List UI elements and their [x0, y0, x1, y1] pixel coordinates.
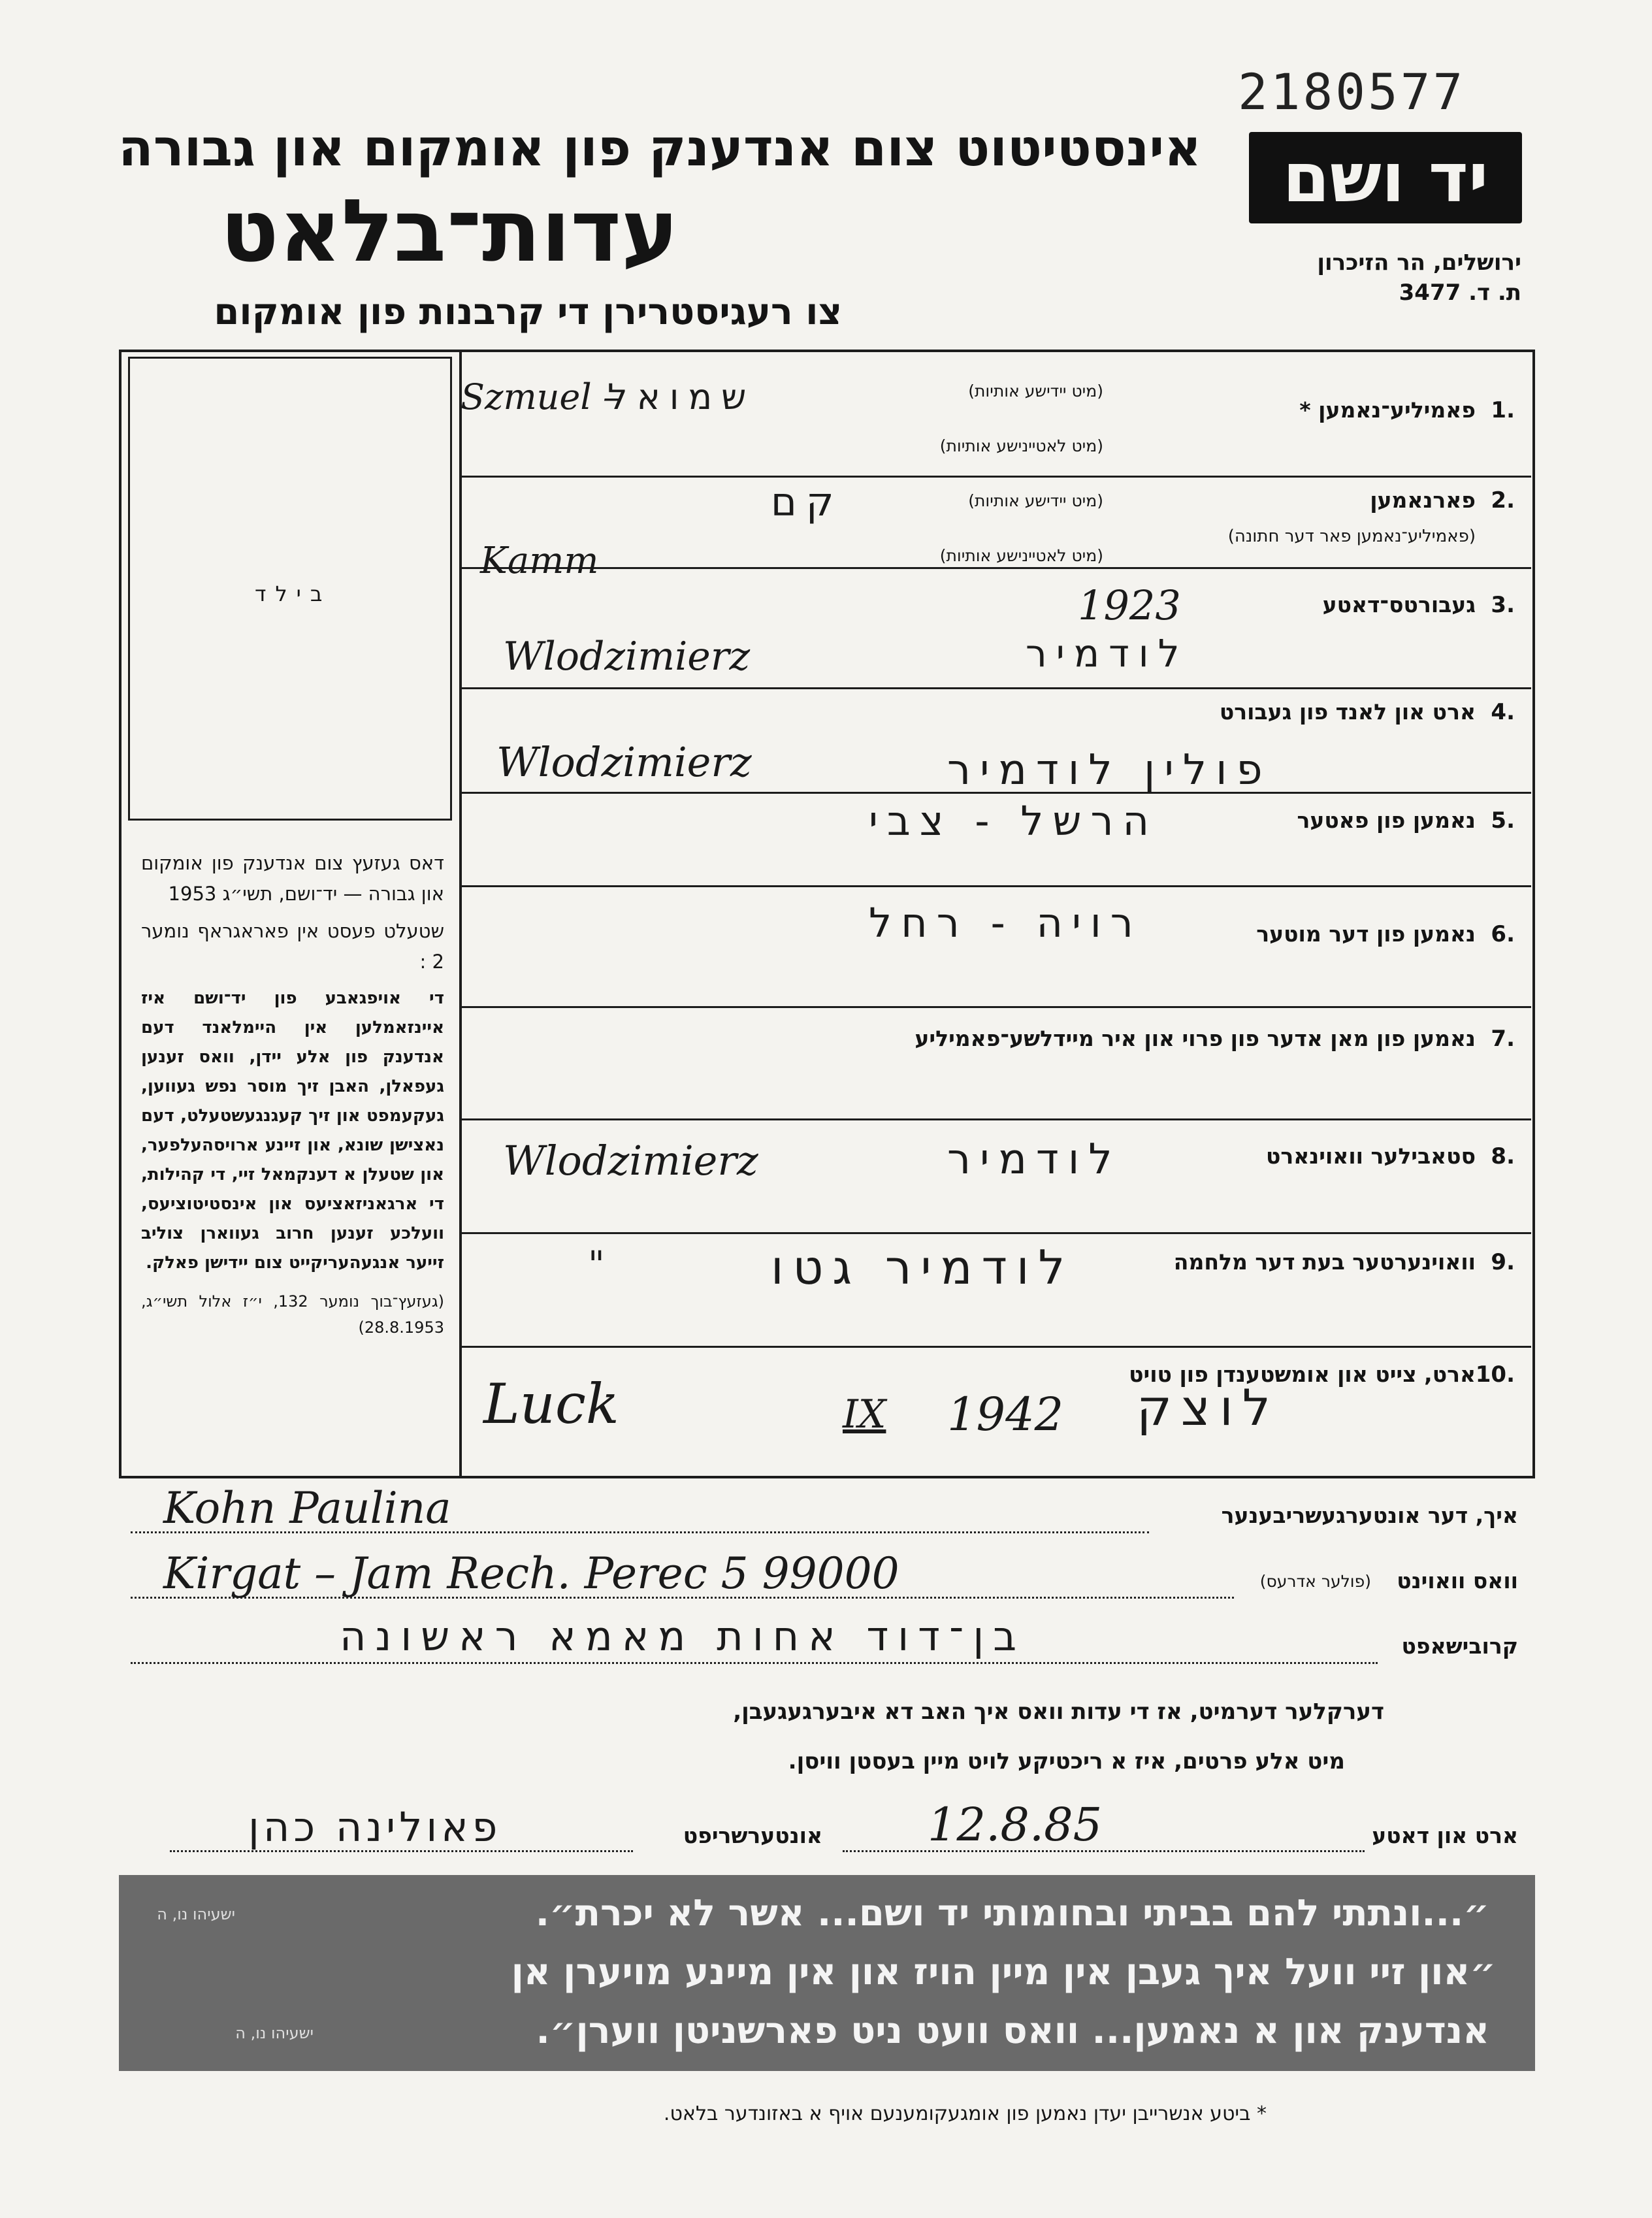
field-10-hand-yiddish: לוצק — [1137, 1378, 1280, 1437]
field-6-label: נאמען פון דער מוטער — [1256, 921, 1476, 947]
field-8-hand-yiddish: לודמיר — [947, 1135, 1122, 1184]
logo-text: יד ושם — [1282, 138, 1489, 218]
field-4-hand-latin: Wlodzimierz — [496, 738, 752, 786]
form-subtitle: צו רעגיסטרירן די קרבנות פון אומקום — [214, 291, 842, 333]
field-6-hand-yiddish: רויה - רחל — [869, 899, 1142, 947]
field-9-hand-ditto: " — [588, 1244, 605, 1286]
relationship-value: בן־דוד אחות מאמא ראשונה — [340, 1612, 1026, 1660]
row-separator — [462, 687, 1531, 689]
declaration-line-1: דערקלער דערמיט, אז די עדות וואס איך האב דא איבערגעגעבן, — [733, 1699, 1384, 1725]
field-1-label: פאמיליע־נאמען * — [1299, 397, 1476, 423]
field-9-number: 9. — [1491, 1249, 1515, 1275]
submitter-address-value: Kirgat – Jam Rech. Perec 5 99000 — [163, 1548, 899, 1599]
document-number: 2180577 — [1238, 63, 1466, 121]
field-10-number: 10. — [1475, 1362, 1515, 1388]
place-date-value: 12.8.85 — [928, 1798, 1103, 1851]
column-divider — [459, 350, 462, 1478]
field-10-hand-latin: Luck — [483, 1372, 619, 1436]
signature-label: אונטערשריפט — [683, 1823, 822, 1848]
field-2-hand-yiddish: קם — [771, 480, 843, 525]
field-8-hand-latin: Wlodzimierz — [503, 1137, 758, 1184]
field-3-label: געבורטס־דאטע — [1322, 592, 1476, 617]
submitter-name-value: Kohn Paulina — [163, 1483, 451, 1533]
row-separator — [462, 1006, 1531, 1008]
form-title: עדות־בלאט — [220, 181, 679, 282]
field-2-sub-yiddish: (מיט יידישע אותיות) — [968, 491, 1103, 510]
law-citation: (געזעץ־בוך נומער 132, י״ז אלול תשי״ג, 28.8.1953) — [141, 1292, 444, 1337]
field-10-hand-date-month: IX — [843, 1392, 886, 1437]
field-5-hand-yiddish: הרשל - צבי — [869, 797, 1158, 845]
submitter-name-label: איך, דער אונטערגעשריבענער — [1221, 1503, 1518, 1528]
row-separator — [462, 1118, 1531, 1120]
quote-banner — [119, 1875, 1535, 2071]
field-4-hand-yiddish: פולין לודמיר — [947, 746, 1272, 794]
signature-value: פאולינה כהן — [248, 1803, 502, 1851]
row-separator — [462, 1346, 1531, 1348]
row-separator — [462, 476, 1531, 478]
institute-line: אינסטיטוט צום אנדענק פון אומקום און גבורה — [118, 119, 1201, 178]
field-4-number: 4. — [1491, 699, 1515, 725]
field-4-label: ארט און לאנד פון געבורט — [1219, 699, 1476, 725]
address-line-2: ת. ד. 3477 — [1399, 280, 1521, 306]
field-6-number: 6. — [1491, 921, 1515, 947]
field-2-note: (פאמיליע־נאמען פאר דער חתונה) — [1227, 527, 1476, 546]
field-10-hand-date-year: 1942 — [947, 1388, 1064, 1441]
field-5-number: 5. — [1491, 807, 1515, 834]
quote-line-2: ״און זיי וועל איך געבן אין מיין הויז און אין מיינע מויערן אן — [511, 1951, 1496, 1993]
law-text: די אויפגאבע פון יד־ושם איז איינזאמלען אין היימלאנד דעם אנדענק פון אלע יידן, וואס זענען געפאלן, האבן זיך מוסר נפש געווען, געקעמפט און זיך קעגנגעשטעלט, דעם נאצישן שונא, און זיינע ארויסהעלפער, און שטעלן א דענקמאל זיי, די קהילות, די ארגאניזאציעס און אינסטיטוציעס, וועלכע זענען חרוב געווארן צוליב זייער אנגעהעריקייט צום יידישן פאלק. — [141, 988, 444, 1273]
yad-vashem-logo — [1249, 132, 1522, 223]
submitter-address-note: (פולער אדרעס) — [1259, 1572, 1371, 1591]
field-3-hand-yiddish: לודמיר — [1026, 631, 1189, 676]
photo-label: בילד — [255, 581, 332, 606]
law-box — [141, 848, 444, 1341]
field-2-sub-latin: (מיט לאטיינישע אותיות) — [939, 546, 1103, 565]
field-8-label: סטאבילער וואוינארט — [1266, 1143, 1476, 1169]
relationship-label: קרובישאפט — [1401, 1633, 1518, 1659]
quote-line-1-ref: ישעיהו נו, ה — [157, 1905, 235, 1923]
place-date-line — [843, 1850, 1365, 1852]
quote-line-3-ref: ישעיהו נו, ה — [235, 2024, 314, 2042]
row-separator — [462, 1232, 1531, 1234]
field-1-hand-latin: Szmuel – — [461, 376, 621, 417]
row-separator — [462, 567, 1531, 569]
field-2-hand-latin: Kamm — [480, 540, 599, 582]
field-3-number: 3. — [1491, 592, 1515, 618]
field-3-hand-latin: Wlodzimierz — [503, 634, 751, 679]
field-5-label: נאמען פון פאטער — [1297, 807, 1476, 833]
place-date-label: ארט און דאטע — [1372, 1823, 1518, 1848]
footnote: * ביטע אנשרייבן יעדן נאמען פון אומגעקומענעם אויף א באזונדער בלאט. — [663, 2102, 1267, 2125]
field-9-hand-yiddish: לודמיר גטו — [771, 1240, 1075, 1295]
submitter-address-label: וואס וואוינט — [1397, 1568, 1518, 1593]
field-8-number: 8. — [1491, 1143, 1515, 1169]
declaration-line-2: מיט אלע פרטים, איז א ריכטיקע לויט מיין בעסטן וויסן. — [788, 1748, 1345, 1774]
field-1-sub-yiddish: (מיט יידישע אותיות) — [968, 382, 1103, 400]
field-1-number: 1. — [1491, 397, 1515, 423]
field-1-sub-latin: (מיט לאטיינישע אותיות) — [939, 436, 1103, 455]
address-line-1: ירושלים, הר הזיכרון — [1317, 250, 1521, 276]
field-2-number: 2. — [1491, 487, 1515, 514]
field-3-hand-year: 1923 — [1078, 581, 1181, 629]
section-separator — [119, 1476, 1535, 1478]
quote-line-1: ״...ונתתי להם בביתי ובחומותי יד ושם... אשר לא יכרת״. — [535, 1892, 1489, 1934]
field-7-label: נאמען פון מאן אדער פון פרוי און איר מיידלשע־פאמיליע — [915, 1026, 1476, 1051]
law-paragraph-ref: שטעלט פעסט אין פאראגראף נומער 2 : — [141, 920, 444, 973]
field-10-label: ארט, צייט און אומשטענדן פון טויט — [1129, 1362, 1476, 1387]
field-2-label: פארנאמען — [1370, 487, 1476, 513]
row-separator — [462, 885, 1531, 887]
relationship-line — [131, 1662, 1378, 1664]
field-7-number: 7. — [1491, 1026, 1515, 1052]
field-9-label: וואוינערטער בעת דער מלחמה — [1173, 1249, 1476, 1275]
quote-line-3: אנדענק און א נאמען... וואס וועט ניט פארשניטן ווערן״. — [536, 2010, 1489, 2052]
law-intro: דאס געזעץ צום אנדענק פון אומקום און גבורה — יד־ושם, תשי״ג 1953 — [141, 852, 444, 905]
field-1-hand-yiddish: שמואל — [607, 376, 756, 417]
